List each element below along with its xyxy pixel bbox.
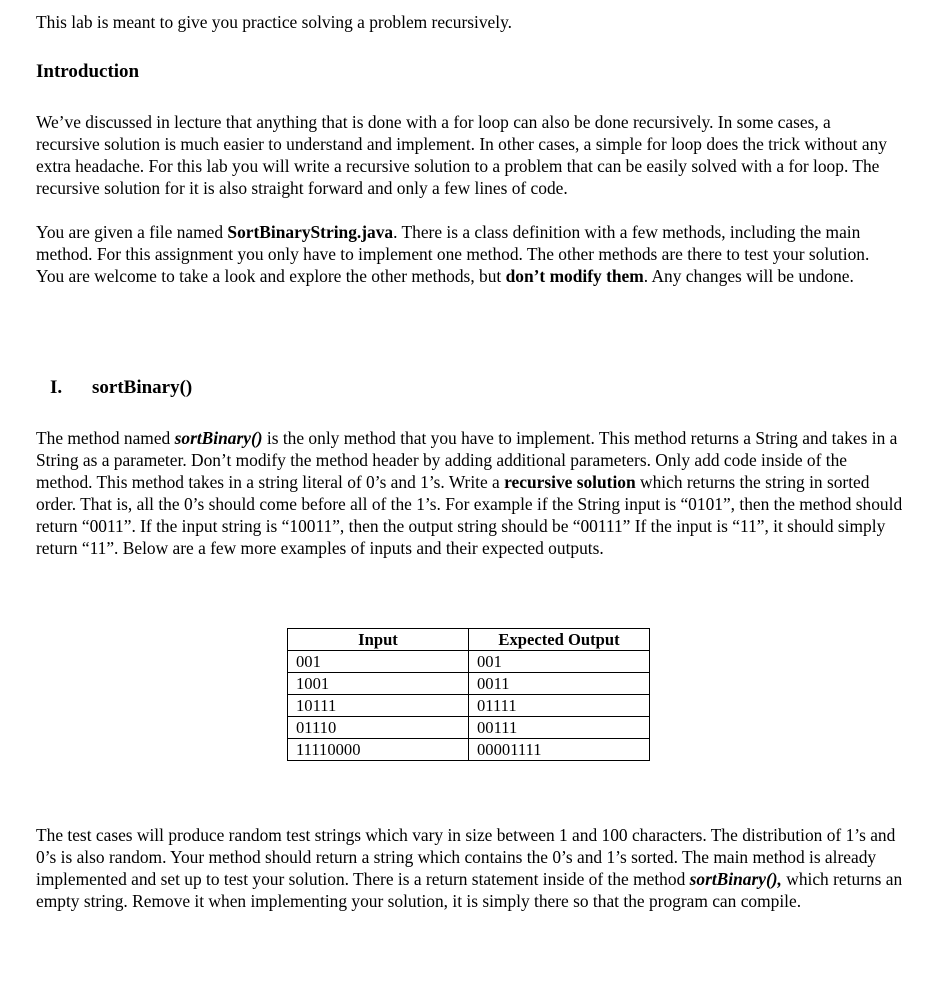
table-row (288, 651, 650, 673)
text-run: is the only method that you have to implement. This method returns a String and takes in a String as a parameter. Don’t modify the method header by adding additional parameters. Only add code inside of the method. This method takes in a string literal of 0’s and 1’s. Write a (36, 428, 898, 492)
text-run: which returns the string in sorted order. That is, all the 0’s should come before all of the 1’s. For example if the String input is “0101”, then the method should return “0011”. If the input string is “10011”, then the output string should be “00111” If the input is “11”, it should simply return “11”. Below are a few more examples of inputs and their expected outputs. (36, 472, 903, 558)
text-run: The method named (36, 428, 175, 448)
cell-output: 001 (469, 651, 650, 673)
table-row (288, 717, 650, 739)
section-number: I. (50, 377, 63, 398)
introduction-heading: Introduction (36, 61, 140, 82)
cell-output: 0011 (469, 673, 650, 695)
introduction-paragraph-2 (36, 221, 898, 287)
text-run: The test cases will produce random test strings which vary in size between 1 and 100 characters. The distribution of 1’s and 0’s is also random. Your method should return a string which contains the 0’s and 1’s sorted. The main method is already implemented and set up to test your solution. There is a return statement inside of the method (36, 825, 896, 889)
cell-output: 00111 (469, 717, 650, 739)
intro-line: This lab is meant to give you practice solving a problem recursively. (36, 12, 513, 32)
header-input: Input (288, 629, 469, 651)
table-row (288, 673, 650, 695)
examples-table (287, 628, 650, 761)
section-title: sortBinary() (92, 377, 193, 398)
method-name: sortBinary(), (689, 869, 782, 889)
header-expected-output: Expected Output (469, 629, 650, 651)
emphasis-dont-modify: don’t modify them (505, 266, 644, 286)
cell-output: 01111 (469, 695, 650, 717)
cell-output: 00001111 (469, 739, 650, 761)
cell-input: 10111 (288, 695, 469, 717)
cell-input: 1001 (288, 673, 469, 695)
method-name: sortBinary() (174, 428, 263, 448)
text-run: . Any changes will be undone. (643, 266, 854, 286)
emphasis-recursive-solution: recursive solution (504, 472, 636, 492)
section-paragraph-1 (36, 427, 904, 559)
section-paragraph-2 (36, 824, 904, 912)
file-name: SortBinaryString.java (227, 222, 394, 242)
text-run: which returns an empty string. Remove it when implementing your solution, it is simply there so that the program can compile. (36, 869, 903, 911)
table-row (288, 739, 650, 761)
cell-input: 001 (288, 651, 469, 673)
table-row (288, 695, 650, 717)
section-heading-sortbinary (50, 377, 192, 399)
introduction-paragraph-1: We’ve discussed in lecture that anything that is done with a for loop can also be done recursively. In some cases, a recursive solution is much easier to understand and implement. In other cases, a simple for loop does the trick without any extra headache. For this lab you will write a recursive solution to a problem that can be easily solved with a for loop. The recursive solution for it is also straight forward and only a few lines of code. (36, 112, 887, 198)
table-header-row (288, 629, 650, 651)
text-run: You are given a file named (36, 222, 228, 242)
text-run: . There is a class definition with a few methods, including the main method. For this assignment you only have to implement one method. The other methods are there to test your solution. You are welcome to take a look and explore the other methods, but (36, 222, 870, 286)
cell-input: 01110 (288, 717, 469, 739)
cell-input: 11110000 (288, 739, 469, 761)
